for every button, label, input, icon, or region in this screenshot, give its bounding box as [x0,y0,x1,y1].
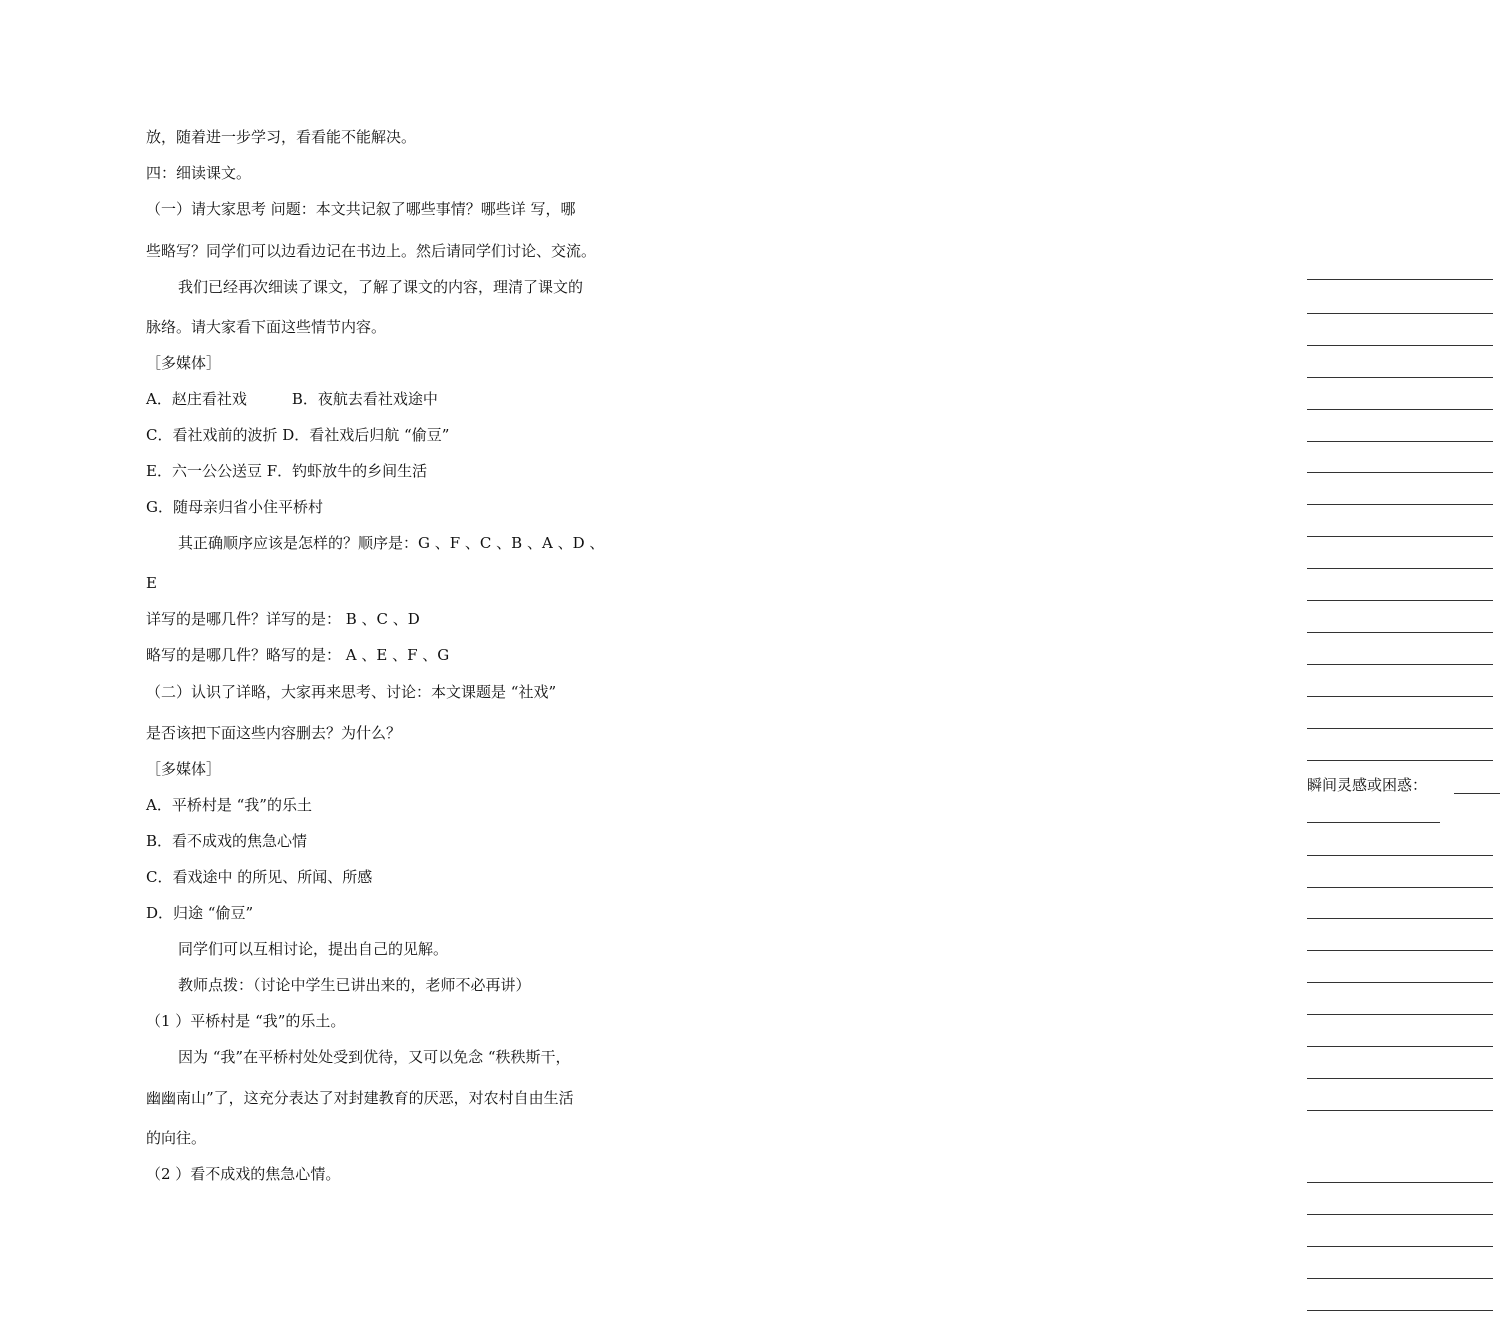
note-line [1307,504,1493,505]
note-line [1307,600,1493,601]
note-line [1307,855,1493,856]
list-item: C．看社戏前的波折 D．看社戏后归航 “偷豆” [146,426,450,444]
text-line: 我们已经再次细读了课文，了解了课文的内容，理清了课文的 [178,278,584,296]
list-item: D．归途 “偷豆” [146,904,254,922]
multimedia-tag: ［多媒体］ [146,760,222,778]
list-item: B．看不成戏的焦急心情 [146,832,308,850]
note-line [1307,822,1440,823]
list-item: A．赵庄看社戏 B．夜航去看社戏途中 [146,390,438,408]
text-line: 幽幽南山”了，这充分表达了对封建教育的厌恶，对农村自由生活 [146,1089,574,1107]
lesson-text [0,0,650,1344]
note-line [1307,728,1493,729]
note-line [1307,664,1493,665]
note-line [1307,632,1493,633]
inspiration-label: 瞬间灵感或困惑： [1307,776,1428,794]
text-line: 因为 “我”在平桥村处处受到优待，又可以免念 “秩秩斯干， [178,1048,571,1066]
note-line [1307,1110,1493,1111]
note-line [1307,1078,1493,1079]
note-line [1307,1246,1493,1247]
list-item: G．随母亲归省小住平桥村 [146,498,323,516]
list-item: A．平桥村是 “我”的乐土 [146,796,312,814]
text-line: 放，随着进一步学习，看看能不能解决。 [146,128,417,146]
text-line: 教师点拨：（讨论中学生已讲出来的，老师不必再讲） [178,976,531,994]
multimedia-tag: ［多媒体］ [146,354,222,372]
note-line [1307,472,1493,473]
note-line [1307,1310,1493,1311]
note-line [1307,313,1493,314]
note-line [1307,1182,1493,1183]
notes-margin [650,0,1428,1344]
text-line: 同学们可以互相讨论，提出自己的见解。 [178,940,449,958]
text-line: 些略写？同学们可以边看边记在书边上。然后请同学们讨论、交流。 [146,242,597,260]
text-line: 其正确顺序应该是怎样的？顺序是：G 、F 、C 、B 、A 、D 、 [178,534,605,552]
list-item: C．看戏途中 的所见、所闻、所感 [146,868,373,886]
text-line: （一）请大家思考 问题：本文共记叙了哪些事情？哪些详 写，哪 [146,200,576,218]
text-line: （2 ）看不成戏的焦急心情。 [146,1165,341,1183]
note-line [1307,409,1493,410]
note-line [1307,1014,1493,1015]
note-line [1307,377,1493,378]
note-line [1307,441,1493,442]
note-line [1307,982,1493,983]
note-line [1307,568,1493,569]
text-line: 详写的是哪几件？详写的是： B 、C 、D [146,610,420,628]
text-line: 的向往。 [146,1129,207,1147]
text-line: 脉络。请大家看下面这些情节内容。 [146,318,387,336]
text-line: E [146,574,157,592]
note-line [1307,1046,1493,1047]
note-line [1307,1214,1493,1215]
section-heading: 四：细读课文。 [146,164,252,182]
text-line: 略写的是哪几件？略写的是： A 、E 、F 、G [146,646,450,664]
note-line [1307,345,1493,346]
note-line [1307,887,1493,888]
text-line: 是否该把下面这些内容删去？为什么？ [146,724,402,742]
inspiration-blank [1454,793,1500,794]
text-line: （1 ）平桥村是 “我”的乐土。 [146,1012,346,1030]
text-line: （二）认识了详略，大家再来思考、讨论：本文课题是 “社戏” [146,683,557,701]
note-line [1307,536,1493,537]
note-line [1307,696,1493,697]
note-line [1307,950,1493,951]
note-line [1307,279,1493,280]
note-line [1307,1278,1493,1279]
note-line [1307,760,1493,761]
list-item: E．六一公公送豆 F．钓虾放牛的乡间生活 [146,462,428,480]
note-line [1307,918,1493,919]
